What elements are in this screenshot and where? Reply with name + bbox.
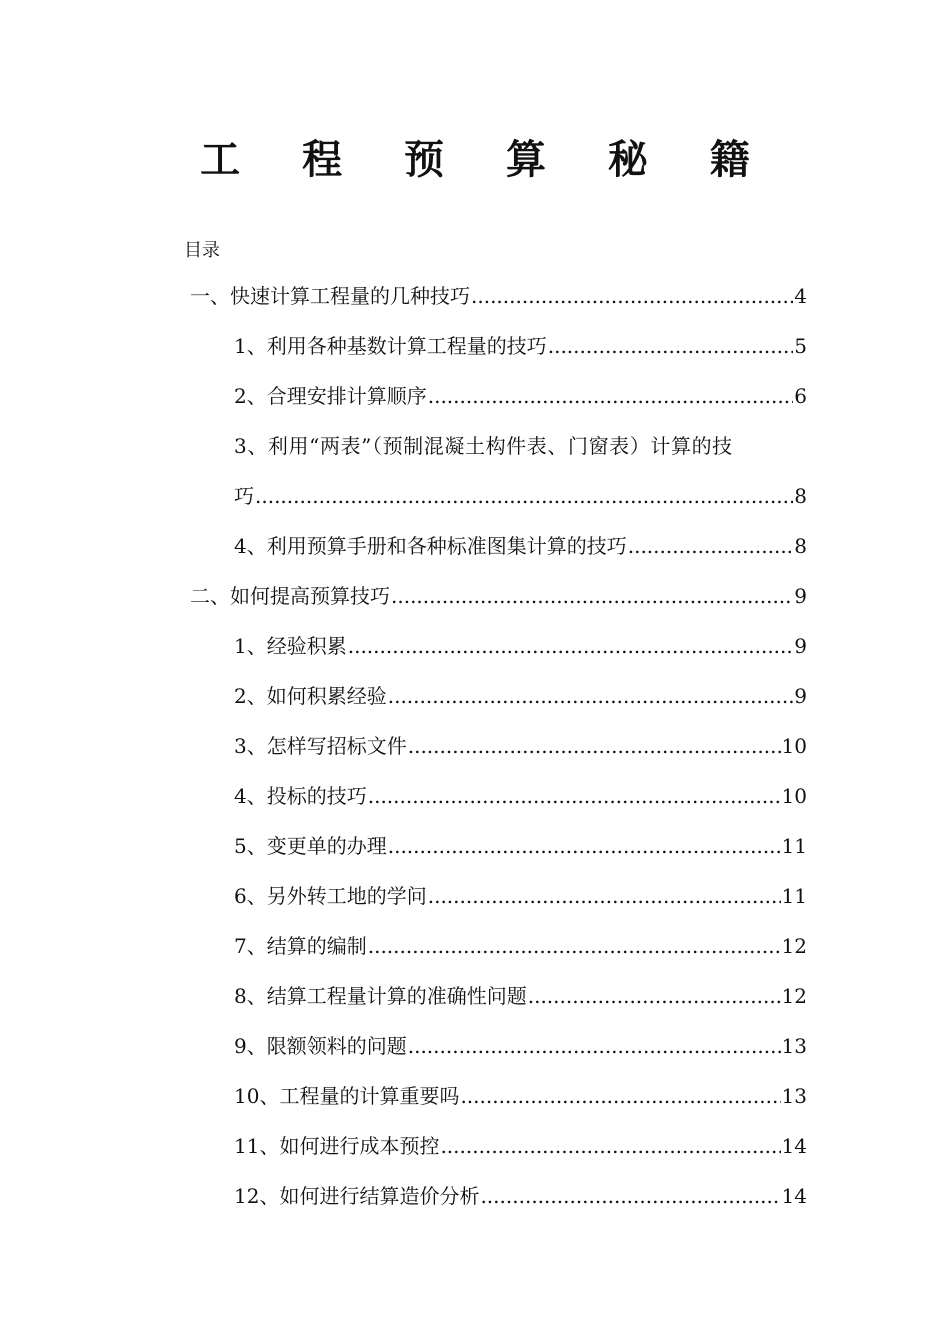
toc-entry[interactable] bbox=[234, 671, 807, 721]
toc-leader-dots bbox=[388, 821, 781, 871]
toc-entry[interactable] bbox=[234, 771, 807, 821]
toc-entry[interactable] bbox=[234, 521, 807, 571]
toc-leader-dots bbox=[440, 1121, 780, 1171]
toc-entry-page: 13 bbox=[781, 1084, 807, 1108]
toc-leader-dots bbox=[471, 271, 793, 321]
toc-leader-dots bbox=[368, 921, 781, 971]
toc-leader-dots bbox=[548, 321, 794, 371]
toc-entry[interactable] bbox=[234, 321, 807, 371]
toc-leader-dots bbox=[628, 521, 794, 571]
toc-leader-dots bbox=[428, 871, 781, 921]
toc-entry-page: 14 bbox=[781, 1184, 807, 1208]
toc-entry[interactable] bbox=[190, 271, 807, 321]
toc-entry-page: 12 bbox=[781, 934, 807, 958]
toc-entry-label: 1、利用各种基数计算工程量的技巧 bbox=[234, 334, 547, 358]
toc-leader-dots bbox=[255, 471, 793, 521]
toc-entry-page: 9 bbox=[794, 584, 807, 608]
toc-entry-label: 二、如何提高预算技巧 bbox=[190, 584, 390, 608]
toc-entry-page: 8 bbox=[794, 484, 807, 508]
toc-entry-label: 巧 bbox=[234, 484, 254, 508]
toc-entry-page: 4 bbox=[794, 284, 807, 308]
toc-entry-page: 5 bbox=[794, 334, 807, 358]
toc-entry-label: 12、如何进行结算造价分析 bbox=[234, 1184, 480, 1208]
toc-entry-label: 1、经验积累 bbox=[234, 634, 347, 658]
toc-entry-label: 一、快速计算工程量的几种技巧 bbox=[190, 284, 470, 308]
toc-entry[interactable] bbox=[234, 871, 807, 921]
toc-entry-page: 11 bbox=[781, 884, 807, 908]
toc-entry-label: 4、利用预算手册和各种标准图集计算的技巧 bbox=[234, 534, 627, 558]
toc-entry-page: 13 bbox=[781, 1034, 807, 1058]
toc-entry-label: 11、如何进行成本预控 bbox=[234, 1134, 440, 1158]
toc-leader-dots bbox=[460, 1071, 780, 1121]
toc-entry-label: 2、如何积累经验 bbox=[234, 684, 387, 708]
toc-entry-label: 5、变更单的办理 bbox=[234, 834, 387, 858]
toc-entry[interactable] bbox=[234, 971, 807, 1021]
toc-leader-dots bbox=[368, 771, 781, 821]
toc-leader-dots bbox=[408, 721, 781, 771]
toc-entry-label: 10、工程量的计算重要吗 bbox=[234, 1084, 460, 1108]
toc-entry[interactable] bbox=[234, 721, 807, 771]
toc-entry-page: 6 bbox=[794, 384, 807, 408]
toc-entry[interactable] bbox=[234, 1121, 807, 1171]
toc-leader-dots bbox=[528, 971, 781, 1021]
toc-entry-page: 9 bbox=[794, 684, 807, 708]
toc-entry-label: 6、另外转工地的学问 bbox=[234, 884, 427, 908]
toc-entry-label: 4、投标的技巧 bbox=[234, 784, 367, 808]
toc-entry[interactable] bbox=[234, 921, 807, 971]
toc-entry-page: 10 bbox=[781, 784, 807, 808]
document-title: 工 程 预 算 秘 籍 bbox=[200, 137, 774, 183]
toc-entry[interactable] bbox=[234, 471, 807, 521]
toc-entry[interactable] bbox=[234, 1071, 807, 1121]
toc-entry-page: 8 bbox=[794, 534, 807, 558]
toc-entry-page: 10 bbox=[781, 734, 807, 758]
toc-entry-page: 14 bbox=[781, 1134, 807, 1158]
toc-entry-page: 9 bbox=[794, 634, 807, 658]
toc-entry-label: 2、合理安排计算顺序 bbox=[234, 384, 427, 408]
toc-entry[interactable] bbox=[234, 1021, 807, 1071]
toc-entry-label: 3、怎样写招标文件 bbox=[234, 734, 407, 758]
toc-entry-label: 7、结算的编制 bbox=[234, 934, 367, 958]
toc-entry[interactable] bbox=[190, 571, 807, 621]
toc-entry[interactable] bbox=[234, 821, 807, 871]
toc-entry-first-line[interactable]: 3、利用“两表”（预制混凝土构件表、门窗表）计算的技 bbox=[234, 434, 733, 458]
toc-leader-dots bbox=[480, 1171, 780, 1221]
toc-entry-page: 12 bbox=[781, 984, 807, 1008]
toc-entry-label: 9、限额领料的问题 bbox=[234, 1034, 407, 1058]
toc-entry[interactable] bbox=[234, 621, 807, 671]
toc-entry-label: 8、结算工程量计算的准确性问题 bbox=[234, 984, 527, 1008]
toc-leader-dots bbox=[408, 1021, 781, 1071]
toc-heading: 目录 bbox=[184, 240, 220, 261]
toc-entry[interactable] bbox=[234, 1171, 807, 1221]
toc-entry[interactable] bbox=[234, 371, 807, 421]
toc-leader-dots bbox=[388, 671, 794, 721]
toc-leader-dots bbox=[391, 571, 793, 621]
toc-entry-page: 11 bbox=[781, 834, 807, 858]
toc-leader-dots bbox=[428, 371, 794, 421]
toc-leader-dots bbox=[348, 621, 794, 671]
